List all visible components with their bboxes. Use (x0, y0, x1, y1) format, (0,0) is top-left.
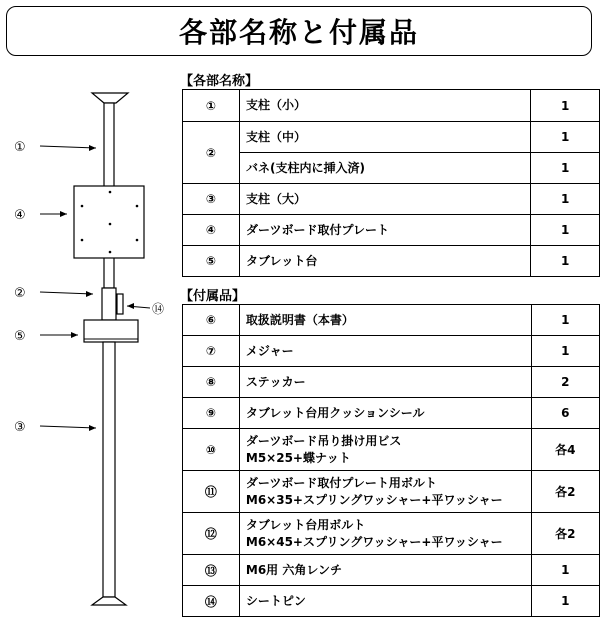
item-number: ⑪ (183, 471, 240, 513)
item-qty: 1 (531, 153, 600, 184)
item-name: M6用 六角レンチ (239, 555, 531, 586)
item-name: 支柱（小） (239, 90, 531, 122)
accessories-heading: 【付属品】 (180, 289, 246, 304)
item-qty: 1 (531, 305, 599, 336)
board-plate (74, 186, 144, 258)
item-name (239, 471, 531, 513)
seat-pin (117, 294, 123, 314)
item-name: タブレット台 (239, 246, 531, 277)
item-name: ステッカー (239, 367, 531, 398)
item-name: 取扱説明書（本書） (239, 305, 531, 336)
item-number: ① (183, 90, 240, 122)
table-row (183, 367, 600, 398)
item-name: 支柱（中） (239, 122, 531, 153)
item-number: ⑨ (183, 398, 240, 429)
table-row (183, 398, 600, 429)
table-row (183, 555, 600, 586)
item-qty: 2 (531, 367, 599, 398)
item-name: 支柱（大） (239, 184, 531, 215)
table-row (183, 246, 600, 277)
item-number: ⑩ (183, 429, 240, 471)
diagram-label-1: ① (14, 140, 26, 155)
item-name (239, 513, 531, 555)
item-qty: 1 (531, 90, 600, 122)
item-number: ⑭ (183, 586, 240, 617)
page-title: 各部名称と付属品 (178, 16, 419, 49)
table-row (183, 471, 600, 513)
diagram-label-5: ⑤ (14, 329, 26, 344)
item-qty: 1 (531, 336, 599, 367)
item-number: ② (183, 122, 240, 184)
item-number: ⑬ (183, 555, 240, 586)
item-name: ダーツボード取付プレート (239, 215, 531, 246)
item-number: ④ (183, 215, 240, 246)
item-qty: 各2 (531, 513, 599, 555)
item-qty: 1 (531, 586, 599, 617)
diagram-label-4: ④ (14, 208, 26, 223)
table-row (183, 122, 600, 153)
table-row (183, 586, 600, 617)
parts-heading: 【各部名称】 (180, 74, 259, 89)
item-qty: 1 (531, 555, 599, 586)
item-name-line1: タブレット台用ボルト (245, 517, 366, 532)
diagram-label-14: ⑭ (152, 302, 165, 316)
bottom-foot (92, 597, 126, 605)
title-box (6, 6, 592, 56)
item-name: タブレット台用クッションシール (239, 398, 531, 429)
item-qty: 6 (531, 398, 599, 429)
item-qty: 1 (531, 215, 600, 246)
diagram-label-3: ③ (14, 420, 26, 435)
pole-middle (102, 288, 116, 320)
item-name-line2: M5×25+蝶ナット (245, 450, 351, 465)
item-name: メジャー (239, 336, 531, 367)
parts-table (182, 89, 600, 277)
table-row (183, 429, 600, 471)
pole-diagram (0, 70, 180, 628)
accessories-table (182, 304, 600, 617)
table-row (183, 305, 600, 336)
diagram-label-2: ② (14, 286, 26, 301)
table-row (183, 336, 600, 367)
item-number: ⑥ (183, 305, 240, 336)
item-name-line2: M6×45+スプリングワッシャー+平ワッシャー (245, 534, 503, 549)
item-qty: 1 (531, 184, 600, 215)
table-row (183, 513, 600, 555)
item-name-line1: ダーツボード吊り掛け用ビス (245, 433, 402, 448)
item-name: バネ(支柱内に挿入済) (239, 153, 531, 184)
item-name-line2: M6×35+スプリングワッシャー+平ワッシャー (245, 492, 503, 507)
item-qty: 1 (531, 122, 600, 153)
table-row (183, 215, 600, 246)
item-number: ⑤ (183, 246, 240, 277)
top-cap (92, 93, 128, 103)
item-name: シートピン (239, 586, 531, 617)
item-qty: 各2 (531, 471, 599, 513)
table-row (183, 153, 600, 184)
item-number: ⑧ (183, 367, 240, 398)
item-number: ⑦ (183, 336, 240, 367)
item-number: ③ (183, 184, 240, 215)
item-name-line1: ダーツボード取付プレート用ボルト (245, 475, 437, 490)
item-name (239, 429, 531, 471)
item-qty: 各4 (531, 429, 599, 471)
item-qty: 1 (531, 246, 600, 277)
table-row (183, 184, 600, 215)
table-row (183, 90, 600, 122)
pole-large (103, 342, 115, 597)
item-number: ⑫ (183, 513, 240, 555)
